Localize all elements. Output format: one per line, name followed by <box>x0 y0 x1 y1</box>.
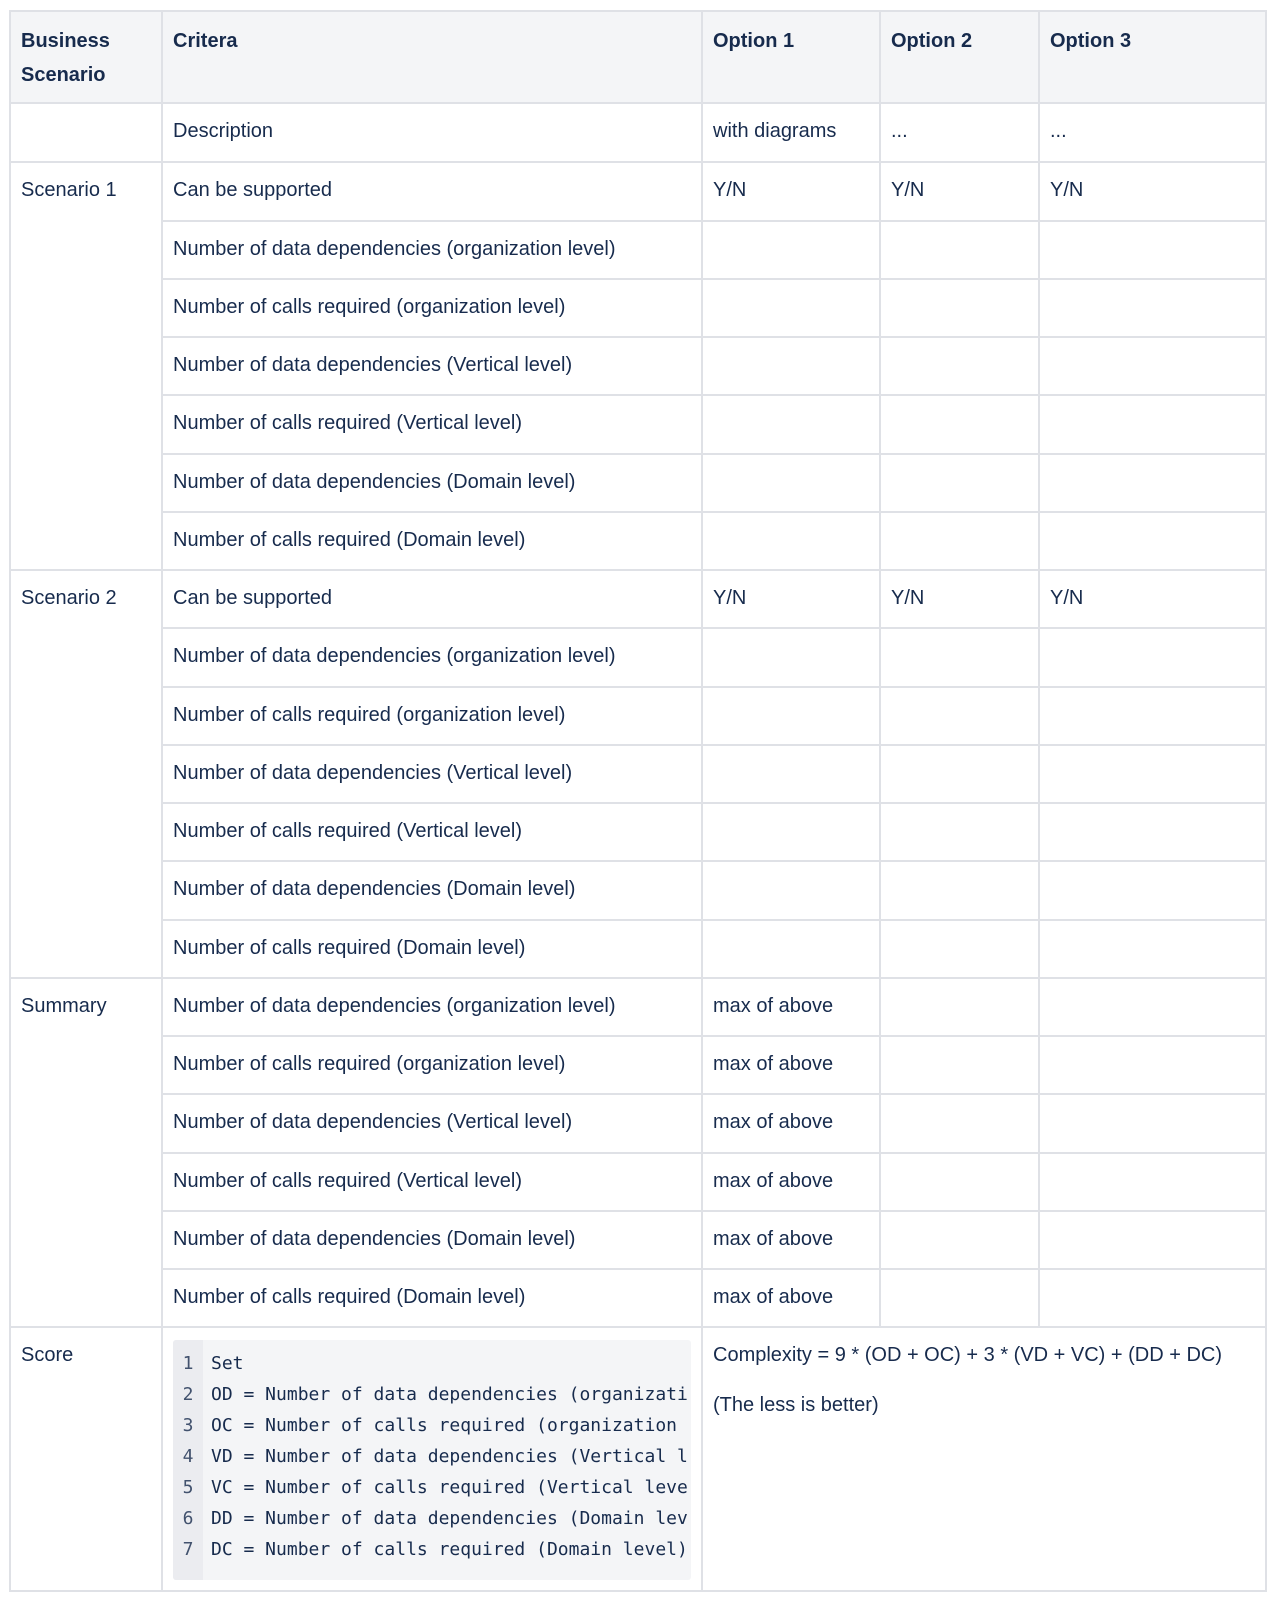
table-row <box>10 221 1266 279</box>
header-criteria: Critera <box>162 11 702 103</box>
line-number: 2 <box>182 1384 194 1406</box>
criteria-cell: Number of calls required (Domain level) <box>162 1269 702 1327</box>
table-row <box>10 920 1266 978</box>
table-row <box>10 395 1266 453</box>
option-1-cell <box>702 803 880 861</box>
option-2-cell <box>880 628 1039 686</box>
option-1-cell <box>702 337 880 395</box>
table-row <box>10 570 1266 628</box>
table-row <box>10 687 1266 745</box>
option-3-cell <box>1039 337 1266 395</box>
option-3-cell <box>1039 687 1266 745</box>
scenario-name: Scenario 1 <box>10 162 162 570</box>
table-row <box>10 1094 1266 1152</box>
code-lines <box>203 1340 691 1580</box>
criteria-cell: Number of data dependencies (organization level) <box>162 978 702 1036</box>
option-2-cell: Y/N <box>880 162 1039 220</box>
code-line: DD = Number of data dependencies (Domain lev <box>211 1508 688 1530</box>
criteria-cell: Number of calls required (Vertical level) <box>162 1153 702 1211</box>
option-2-cell <box>880 1153 1039 1211</box>
line-number: 7 <box>182 1539 194 1561</box>
option-3-cell <box>1039 1211 1266 1269</box>
header-row <box>10 11 1266 103</box>
table-row <box>10 512 1266 570</box>
option-2-cell <box>880 221 1039 279</box>
option-1-cell: Y/N <box>702 570 880 628</box>
score-row <box>10 1327 1266 1591</box>
option-1-cell: max of above <box>702 1269 880 1327</box>
option-1-cell: max of above <box>702 1153 880 1211</box>
option-1-cell <box>702 861 880 919</box>
option-2-cell <box>880 279 1039 337</box>
line-number-gutter <box>173 1340 203 1580</box>
option-3-cell <box>1039 1036 1266 1094</box>
option-1-cell: Y/N <box>702 162 880 220</box>
code-line: VD = Number of data dependencies (Vertical l <box>211 1446 688 1468</box>
table-row <box>10 1153 1266 1211</box>
table-row <box>10 745 1266 803</box>
criteria-cell: Number of data dependencies (Vertical level) <box>162 337 702 395</box>
option-1-cell <box>702 279 880 337</box>
criteria-cell: Number of data dependencies (Vertical level) <box>162 745 702 803</box>
option-1-cell <box>702 221 880 279</box>
header-option-3: Option 3 <box>1039 11 1266 103</box>
option-3-cell <box>1039 920 1266 978</box>
option-2-cell <box>880 978 1039 1036</box>
option-1-cell: max of above <box>702 1036 880 1094</box>
option-3-cell: Y/N <box>1039 162 1266 220</box>
criteria-cell: Number of data dependencies (Domain level) <box>162 454 702 512</box>
scenario-1-group <box>10 162 1266 570</box>
criteria-cell: Number of data dependencies (Domain level) <box>162 861 702 919</box>
header-option-2: Option 2 <box>880 11 1039 103</box>
table-row <box>10 803 1266 861</box>
description-option-1: with diagrams <box>702 103 880 162</box>
table-row <box>10 162 1266 220</box>
option-1-cell: max of above <box>702 1094 880 1152</box>
option-2-cell <box>880 1094 1039 1152</box>
option-1-cell <box>702 512 880 570</box>
option-2-cell <box>880 454 1039 512</box>
table-row <box>10 337 1266 395</box>
table-row <box>10 1211 1266 1269</box>
option-2-cell <box>880 803 1039 861</box>
option-1-cell: max of above <box>702 1211 880 1269</box>
description-row <box>10 103 1266 162</box>
criteria-cell: Can be supported <box>162 570 702 628</box>
option-2-cell <box>880 920 1039 978</box>
option-1-cell <box>702 920 880 978</box>
formula-note: (The less is better) <box>713 1394 879 1417</box>
criteria-cell: Number of data dependencies (Vertical level) <box>162 1094 702 1152</box>
header-option-1: Option 1 <box>702 11 880 103</box>
table-row <box>10 279 1266 337</box>
table-row <box>10 861 1266 919</box>
option-3-cell <box>1039 1153 1266 1211</box>
option-3-cell <box>1039 454 1266 512</box>
option-2-cell <box>880 1269 1039 1327</box>
score-formula-cell <box>702 1327 1266 1591</box>
option-3-cell <box>1039 279 1266 337</box>
table-row <box>10 454 1266 512</box>
option-3-cell <box>1039 512 1266 570</box>
option-2-cell <box>880 512 1039 570</box>
criteria-cell: Number of data dependencies (organization level) <box>162 628 702 686</box>
criteria-cell: Can be supported <box>162 162 702 220</box>
option-2-cell <box>880 1036 1039 1094</box>
option-2-cell <box>880 395 1039 453</box>
criteria-cell: Number of data dependencies (organization level) <box>162 221 702 279</box>
score-label: Score <box>10 1327 162 1591</box>
evaluation-table <box>9 10 1267 1592</box>
option-1-cell <box>702 745 880 803</box>
code-line: Set <box>211 1353 244 1375</box>
criteria-cell: Number of calls required (Domain level) <box>162 512 702 570</box>
criteria-cell: Number of calls required (organization level) <box>162 687 702 745</box>
criteria-cell: Number of calls required (organization level) <box>162 279 702 337</box>
option-2-cell <box>880 687 1039 745</box>
option-1-cell <box>702 687 880 745</box>
option-2-cell <box>880 1211 1039 1269</box>
code-line: VC = Number of calls required (Vertical leve <box>211 1477 688 1499</box>
code-line: OD = Number of data dependencies (organizati <box>211 1384 688 1406</box>
code-line: OC = Number of calls required (organization <box>211 1415 688 1437</box>
table-row <box>10 1269 1266 1327</box>
line-number: 5 <box>182 1477 194 1499</box>
option-3-cell <box>1039 1094 1266 1152</box>
header-business-scenario: Business Scenario <box>10 11 162 103</box>
description-label: Description <box>162 103 702 162</box>
scenario-name: Scenario 2 <box>10 570 162 978</box>
code-line: DC = Number of calls required (Domain level) <box>211 1539 688 1561</box>
table-row <box>10 1036 1266 1094</box>
option-1-cell <box>702 628 880 686</box>
criteria-cell: Number of calls required (Domain level) <box>162 920 702 978</box>
criteria-cell: Number of calls required (organization level) <box>162 1036 702 1094</box>
criteria-cell: Number of calls required (Vertical level) <box>162 395 702 453</box>
line-number: 6 <box>182 1508 194 1530</box>
description-option-2: ... <box>880 103 1039 162</box>
option-2-cell <box>880 745 1039 803</box>
description-option-3: ... <box>1039 103 1266 162</box>
option-3-cell <box>1039 803 1266 861</box>
option-3-cell <box>1039 861 1266 919</box>
option-1-cell <box>702 454 880 512</box>
option-2-cell <box>880 861 1039 919</box>
description-scenario-cell <box>10 103 162 162</box>
line-number: 4 <box>182 1446 194 1468</box>
option-1-cell <box>702 395 880 453</box>
option-3-cell <box>1039 745 1266 803</box>
option-2-cell <box>880 337 1039 395</box>
option-3-cell <box>1039 1269 1266 1327</box>
line-number: 1 <box>182 1353 194 1375</box>
option-3-cell: Y/N <box>1039 570 1266 628</box>
scenario-2-group <box>10 570 1266 978</box>
option-3-cell <box>1039 628 1266 686</box>
complexity-formula: Complexity = 9 * (OD + OC) + 3 * (VD + VC) + (DD + DC) <box>713 1344 1223 1367</box>
option-3-cell <box>1039 978 1266 1036</box>
option-3-cell <box>1039 395 1266 453</box>
option-2-cell: Y/N <box>880 570 1039 628</box>
score-definitions-cell <box>162 1327 702 1591</box>
summary-group <box>10 978 1266 1328</box>
option-1-cell: max of above <box>702 978 880 1036</box>
table-row <box>10 628 1266 686</box>
criteria-cell: Number of data dependencies (Domain level) <box>162 1211 702 1269</box>
option-3-cell <box>1039 221 1266 279</box>
table-row <box>10 978 1266 1036</box>
line-number: 3 <box>182 1415 194 1437</box>
criteria-cell: Number of calls required (Vertical level) <box>162 803 702 861</box>
code-block <box>173 1340 691 1580</box>
scenario-name: Summary <box>10 978 162 1328</box>
